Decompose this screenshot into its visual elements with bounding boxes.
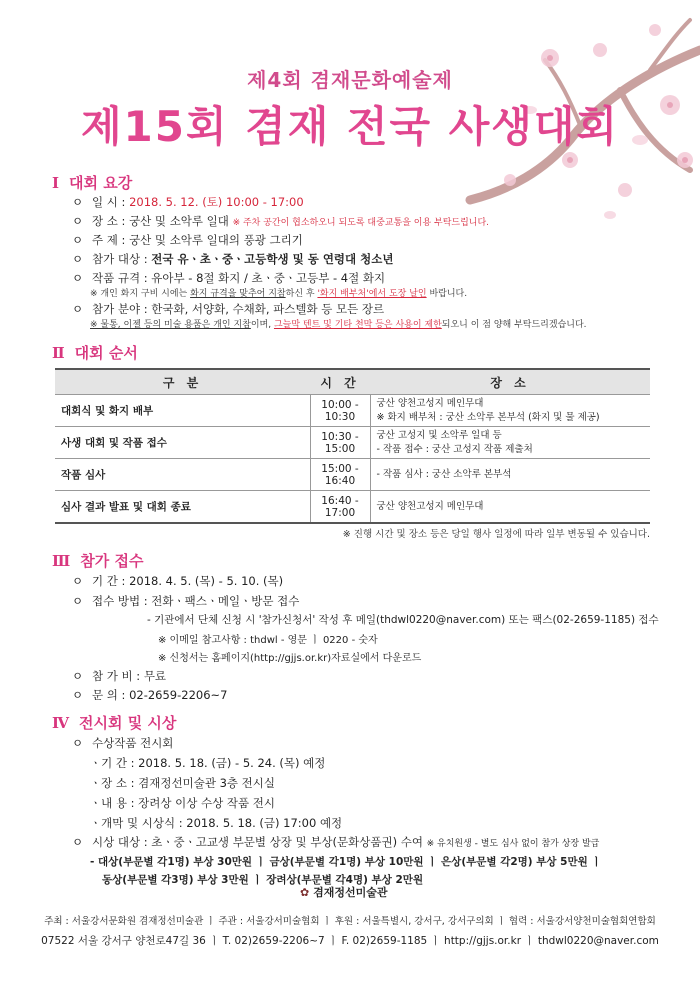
period-line: ㅇ 기 간 : 2018. 4. 5. (목) - 5. 10. (목) xyxy=(72,574,284,588)
award-note: ※ 유치원생 - 별도 심사 없이 참가 상장 발급 xyxy=(426,839,600,849)
place-value: 궁산 및 소악루 일대 xyxy=(129,214,229,228)
header-place: 장 소 xyxy=(370,369,650,395)
date-label: 일 시 : xyxy=(92,195,126,209)
footer-organizers: 주최 : 서울강서문화원 겸재정선미술관 ㅣ 주관 : 서울강서미술협회 ㅣ 후원 : 서울특별시, 강서구, 강서구의회 ㅣ 협력 : 서울강서양천미술협회연합회 xyxy=(44,916,656,927)
place-line: ㅇ 장 소 : 궁산 및 소악루 일대 ※ 주차 공간이 협소하오니 되도록 대중교통을 이용 부탁드립니다. xyxy=(72,214,490,228)
section-overview-heading xyxy=(52,172,132,193)
table-row xyxy=(55,491,650,524)
method-label: 접수 방법 : xyxy=(92,594,148,608)
exhibit-content: ㆍ내 용 : 장려상 이상 수상 작품 전시 xyxy=(90,796,275,810)
field-value: 한국화, 서양화, 수채화, 파스텔화 등 모든 장르 xyxy=(151,302,385,316)
row-time: 10:00 - 10:30 xyxy=(310,395,370,427)
section-title: 전시회 및 시상 xyxy=(79,714,177,732)
award-prizes-1: - 대상(부문별 각1명) 부상 30만원 ㅣ 금상(부문별 각1명) 부상 10만원 ㅣ 은상(부문별 각2명) 부상 5만원 ㅣ xyxy=(90,856,602,868)
schedule-table xyxy=(55,368,650,524)
section-title: 참가 접수 xyxy=(80,552,144,570)
award-prizes-2: 동상(부문별 각3명) 부상 3만원 ㅣ 장려상(부문별 각4명) 부상 2만원 xyxy=(102,874,424,886)
theme-label: 주 제 : xyxy=(92,233,126,247)
row-time: 10:30 - 15:00 xyxy=(310,427,370,459)
fee-line: ㅇ 참 가 비 : 무료 xyxy=(72,669,167,683)
table-row xyxy=(55,427,650,459)
target-value: 전국 유ㆍ초ㆍ중ㆍ고등학생 및 동 연령대 청소년 xyxy=(151,252,394,266)
contact-line: ㅇ 문 의 : 02-2659-2206~7 xyxy=(72,688,228,702)
section-number: Ⅱ xyxy=(52,344,65,362)
museum-logo xyxy=(300,884,387,900)
place-label: 장 소 : xyxy=(92,214,126,228)
header-time: 시 간 xyxy=(310,369,370,395)
size-value: 유아부 - 8절 화지 / 초ㆍ중ㆍ고등부 - 4절 화지 xyxy=(151,271,386,285)
email-note: ※ 이메일 참고사항 : thdwl - 영문 ㅣ 0220 - 숫자 xyxy=(158,635,378,646)
download-note: ※ 신청서는 홈페이지(http://gjjs.or.kr)자료실에서 다운로드 xyxy=(158,653,422,664)
field-note: ※ 물통, 이젤 등의 미술 용품은 개인 지참이며, 그늘막 텐트 및 기타 천막 등은 사용이 제한되오니 이 점 양해 부탁드리겠습니다. xyxy=(90,320,587,330)
award-value: 초ㆍ중ㆍ고교생 부문별 상장 및 부상(문화상품권) 수여 xyxy=(151,835,423,849)
header-category: 구 분 xyxy=(55,369,310,395)
contact-label: 문 의 : xyxy=(92,688,126,702)
field-label: 참가 분야 : xyxy=(92,302,148,316)
row-place: 궁산 고성지 및 소악루 일대 등 - 작품 접수 : 궁산 고성지 작품 제출처 xyxy=(370,427,650,459)
row-time: 15:00 - 16:40 xyxy=(310,459,370,491)
festival-subtitle: 제4회 겸재문화예술제 xyxy=(247,68,453,92)
row-time: 16:40 - 17:00 xyxy=(310,491,370,524)
award-line: ㅇ 시상 대상 : 초ㆍ중ㆍ고교생 부문별 상장 및 부상(문화상품권) 수여 ※ 유치원생 - 별도 심사 없이 참가 상장 발급 xyxy=(72,835,600,849)
section-number: Ⅲ xyxy=(52,552,71,570)
method-value: 전화ㆍ팩스ㆍ메일ㆍ방문 접수 xyxy=(151,594,300,608)
row-place: 궁산 양천고성지 메인무대 ※ 화지 배부처 : 궁산 소악루 본부석 (화지 및 물 제공) xyxy=(370,395,650,427)
row-name: 사생 대회 및 작품 접수 xyxy=(55,427,310,459)
row-name: 작품 심사 xyxy=(55,459,310,491)
museum-logo-icon: ✿ xyxy=(300,886,310,899)
theme-value: 궁산 및 소악루 일대의 풍광 그리기 xyxy=(129,233,303,247)
contact-value: 02-2659-2206~7 xyxy=(129,688,228,702)
table-row xyxy=(55,395,650,427)
page-title: 제15회 겸재 전국 사생대회 xyxy=(80,102,620,151)
exhibit-title: 수상작품 전시회 xyxy=(92,736,174,750)
museum-logo-text: 겸재정선미술관 xyxy=(313,886,388,899)
date-value: 2018. 5. 12. (토) 10:00 - 17:00 xyxy=(129,195,304,209)
exhibit-period: ㆍ기 간 : 2018. 5. 18. (금) - 5. 24. (목) 예정 xyxy=(90,756,326,770)
footer-contact: 07522 서울 강서구 양천로47길 36 ㅣ T. 02)2659-2206~7 ㅣ F. 02)2659-1185 ㅣ http://gjjs.or.kr ㅣ thdwl0220@naver.com xyxy=(41,935,659,947)
row-name: 대회식 및 화지 배부 xyxy=(55,395,310,427)
fee-label: 참 가 비 : xyxy=(92,669,141,683)
place-note: ※ 주차 공간이 협소하오니 되도록 대중교통을 이용 부탁드립니다. xyxy=(232,218,490,228)
theme-line: ㅇ 주 제 : 궁산 및 소악루 일대의 풍광 그리기 xyxy=(72,233,303,247)
size-label: 작품 규격 : xyxy=(92,271,148,285)
period-label: 기 간 : xyxy=(92,574,126,588)
section-registration-heading xyxy=(52,550,143,571)
date-line: ㅇ 일 시 : 2018. 5. 12. (토) 10:00 - 17:00 xyxy=(72,195,304,209)
exhibit-place: ㆍ장 소 : 겸재정선미술관 3층 전시실 xyxy=(90,776,275,790)
section-title: 대회 요강 xyxy=(69,174,133,192)
section-number: Ⅳ xyxy=(52,714,70,732)
method-detail: - 기관에서 단체 신청 시 '참가신청서' 작성 후 메일(thdwl0220@naver.com) 또는 팩스(02-2659-1185) 접수 xyxy=(147,614,659,626)
row-place: - 작품 심사 : 궁산 소악루 본부석 xyxy=(370,459,650,491)
section-title: 대회 순서 xyxy=(74,344,138,362)
award-label: 시상 대상 : xyxy=(92,835,148,849)
row-place: 궁산 양천고성지 메인무대 xyxy=(370,491,650,524)
size-note: ※ 개인 화지 구비 시에는 화지 규격을 맞추어 지참하신 후 '화지 배부처'에서 도장 날인 바랍니다. xyxy=(90,289,468,299)
exhibit-line: ㅇ 수상작품 전시회 xyxy=(72,736,174,750)
row-name: 심사 결과 발표 및 대회 종료 xyxy=(55,491,310,524)
target-line: ㅇ 참가 대상 : 전국 유ㆍ초ㆍ중ㆍ고등학생 및 동 연령대 청소년 xyxy=(72,252,394,266)
section-schedule-heading xyxy=(52,342,138,363)
section-number: Ⅰ xyxy=(52,174,60,192)
exhibit-opening: ㆍ개막 및 시상식 : 2018. 5. 18. (금) 17:00 예정 xyxy=(90,816,343,830)
fee-value: 무료 xyxy=(143,669,167,683)
period-value: 2018. 4. 5. (목) - 5. 10. (목) xyxy=(129,574,284,588)
table-row xyxy=(55,459,650,491)
section-exhibition-heading xyxy=(52,712,176,733)
field-line: ㅇ 참가 분야 : 한국화, 서양화, 수채화, 파스텔화 등 모든 장르 xyxy=(72,302,385,316)
size-line: ㅇ 작품 규격 : 유아부 - 8절 화지 / 초ㆍ중ㆍ고등부 - 4절 화지 xyxy=(72,271,386,285)
method-line: ㅇ 접수 방법 : 전화ㆍ팩스ㆍ메일ㆍ방문 접수 xyxy=(72,594,300,608)
target-label: 참가 대상 : xyxy=(92,252,148,266)
table-header-row xyxy=(55,369,650,395)
schedule-note: ※ 진행 시간 및 장소 등은 당일 행사 일정에 따라 일부 변동될 수 있습니다. xyxy=(342,529,650,540)
